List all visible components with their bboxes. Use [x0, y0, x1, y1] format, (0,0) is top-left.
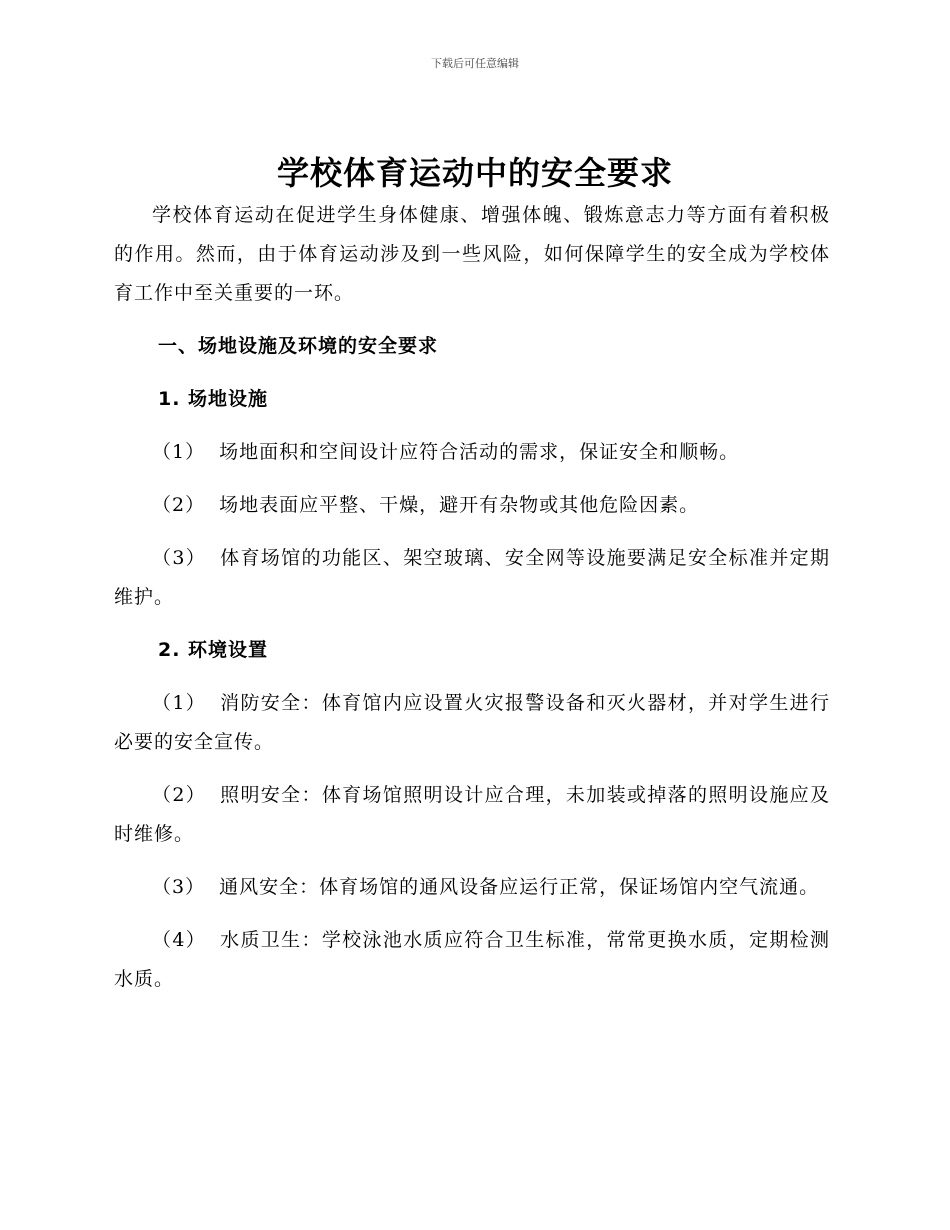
list-item [114, 486, 830, 525]
list-item [114, 776, 830, 854]
item-text: 照明安全：体育场馆照明设计应合理，未加装或掉落的照明设施应及时维修。 [114, 784, 830, 845]
item-text: 水质卫生：学校泳池水质应符合卫生标准，常常更换水质，定期检测水质。 [114, 929, 830, 990]
list-item [114, 868, 830, 907]
item-number: （2） [152, 784, 207, 806]
section-heading-1: 一、场地设施及环境的安全要求 [158, 335, 439, 357]
document-title: 学校体育运动中的安全要求 [276, 154, 673, 192]
item-text: 体育场馆的功能区、架空玻璃、安全网等设施要满足安全标准并定期维护。 [114, 547, 830, 608]
subsection-heading-1: 1. 场地设施 [158, 388, 269, 410]
item-number: （3） [152, 547, 207, 569]
item-number: （2） [152, 494, 206, 516]
document-body [114, 196, 830, 1013]
item-text: 场地面积和空间设计应符合活动的需求，保证安全和顺畅。 [219, 441, 740, 463]
intro-paragraph: 学校体育运动在促进学生身体健康、增强体魄、锻炼意志力等方面有着积极的作用。然而，由于体育运动涉及到一些风险，如何保障学生的安全成为学校体育工作中至关重要的一环。 [114, 204, 830, 304]
list-item [114, 921, 830, 999]
subsection-heading-2: 2. 环境设置 [158, 639, 269, 661]
list-item [114, 684, 830, 762]
item-number: （3） [152, 876, 206, 898]
item-number: （1） [152, 692, 207, 714]
item-text: 消防安全：体育馆内应设置火灾报警设备和灭火器材，并对学生进行必要的安全宣传。 [114, 692, 830, 753]
item-text: 通风安全：体育场馆的通风设备应运行正常，保证场馆内空气流通。 [219, 876, 820, 898]
item-text: 场地表面应平整、干燥，避开有杂物或其他危险因素。 [219, 494, 700, 516]
item-number: （4） [152, 929, 207, 951]
header-note: 下载后可任意编辑 [431, 57, 519, 70]
list-item [114, 539, 830, 617]
item-number: （1） [152, 441, 206, 463]
list-item [114, 433, 830, 472]
